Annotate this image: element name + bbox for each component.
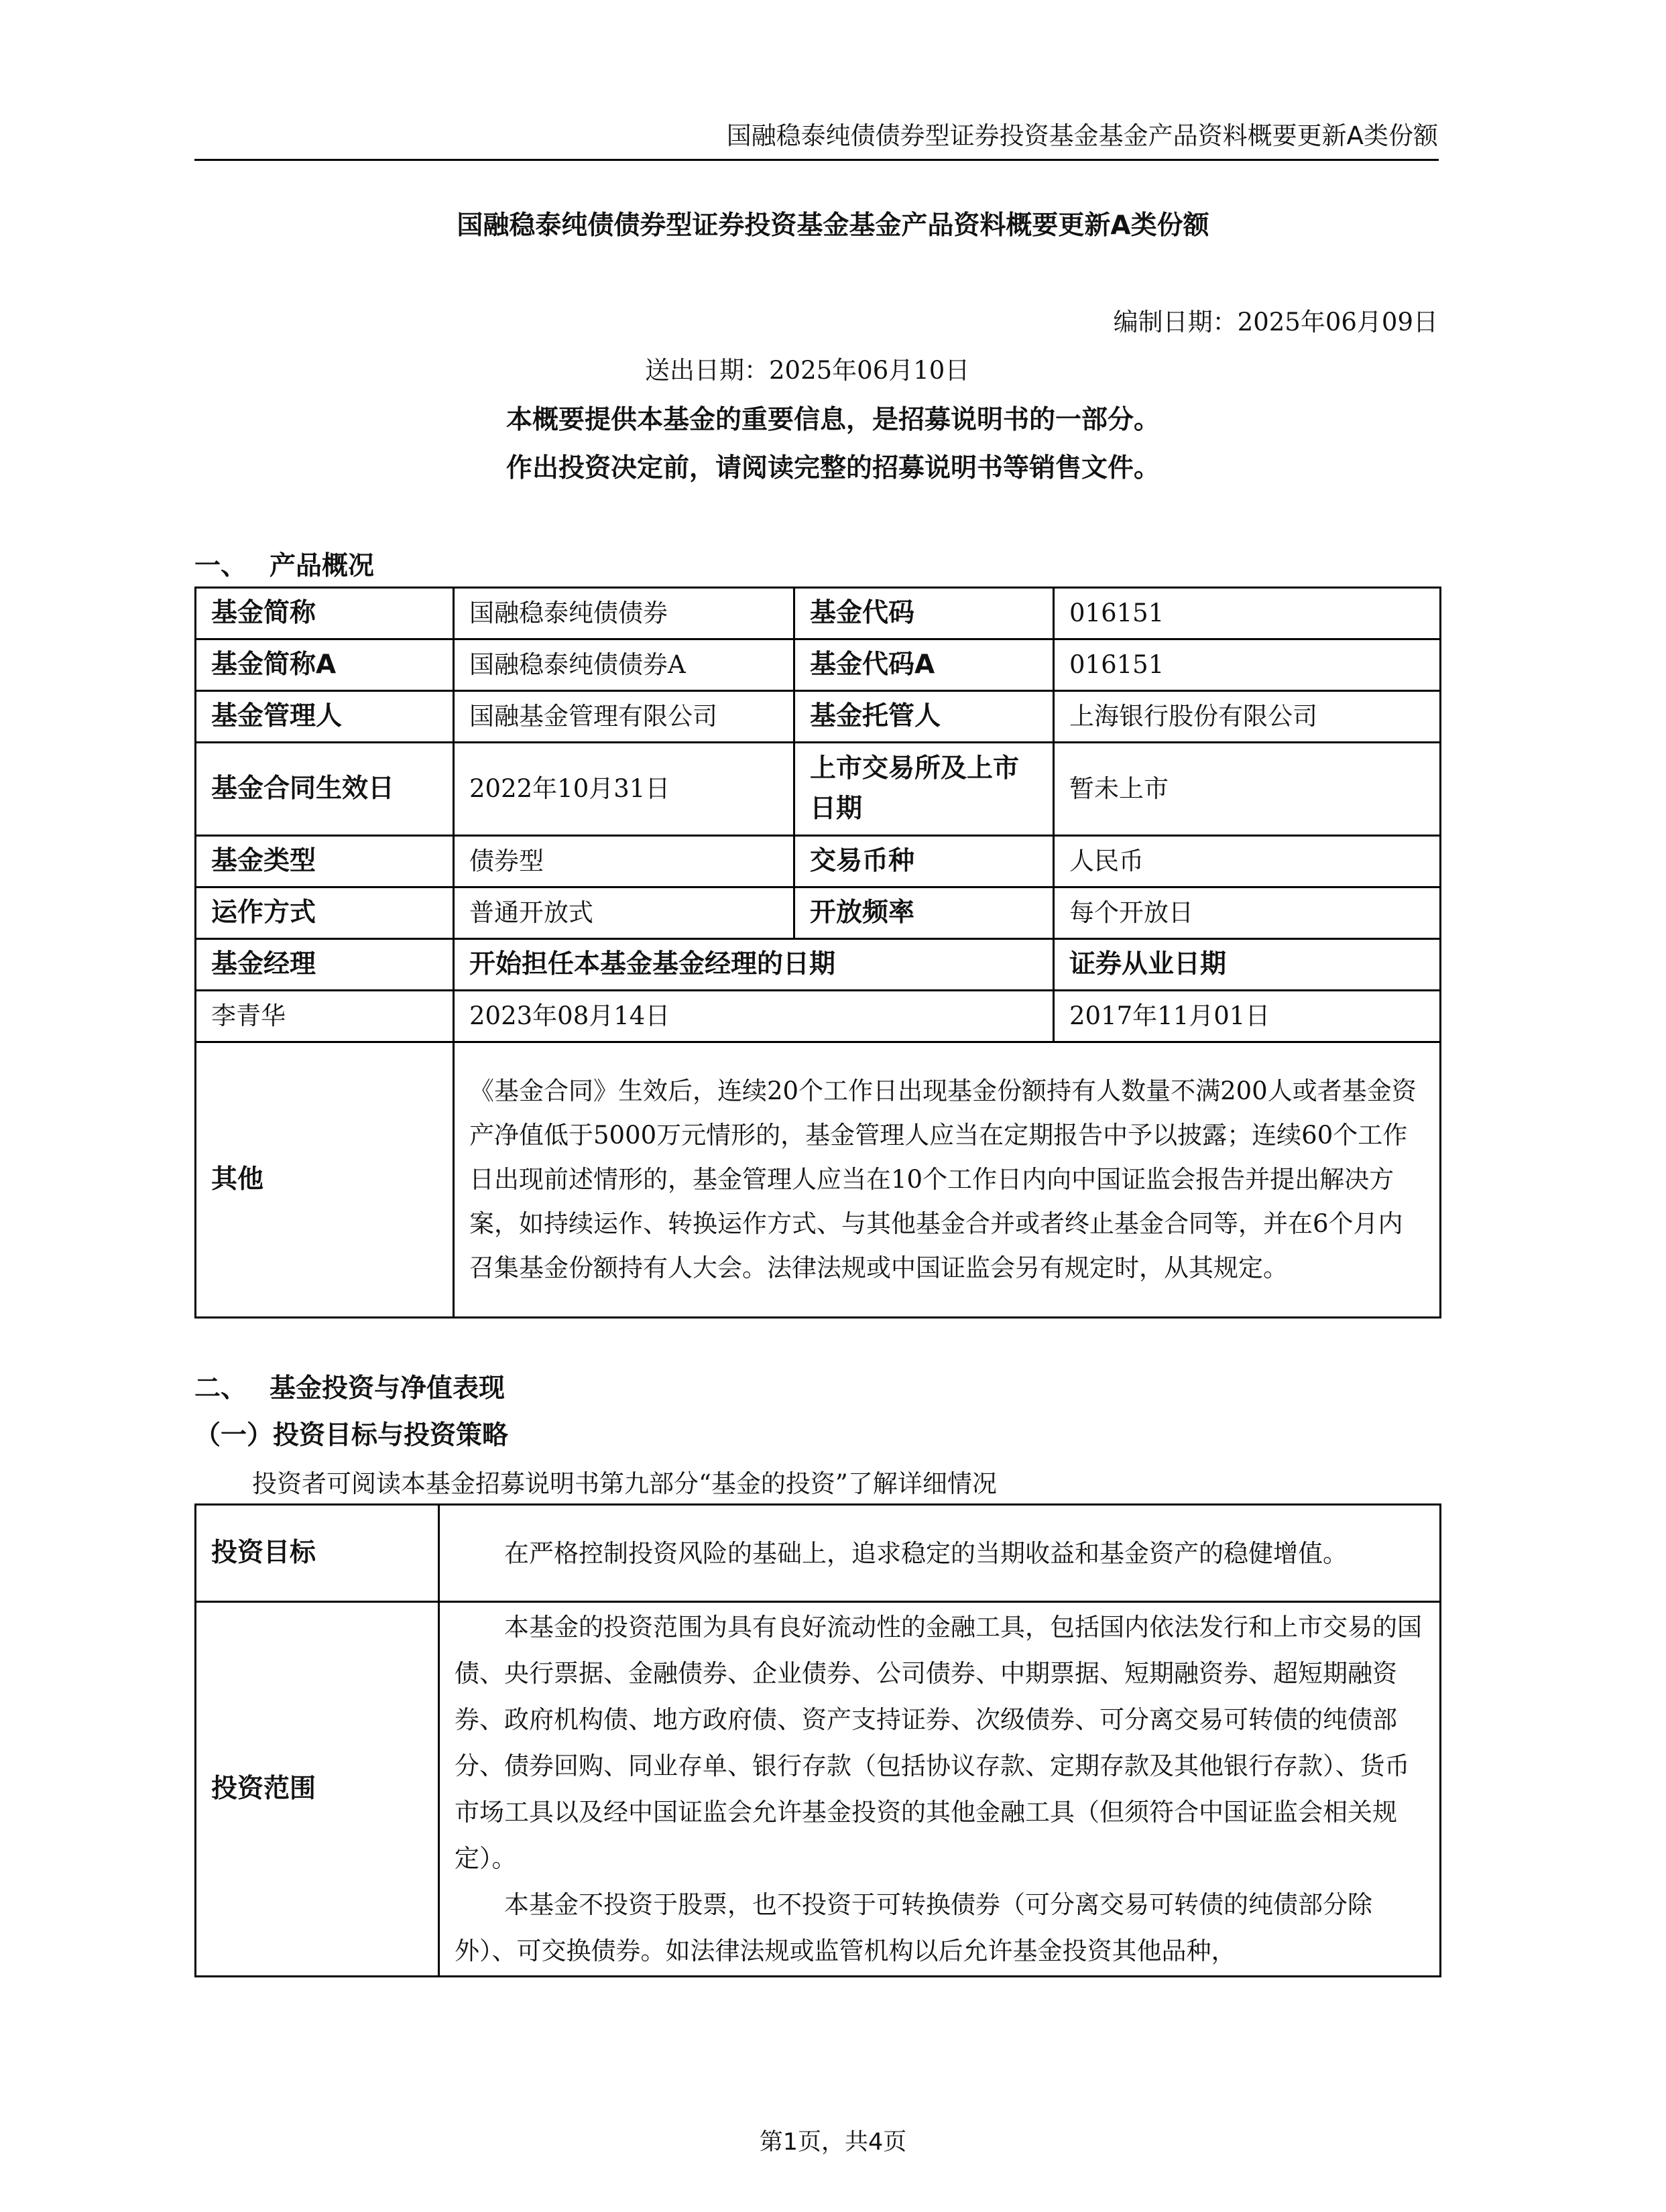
- section-2-title: 基金投资与净值表现: [270, 1373, 505, 1404]
- page-number: 第1页，共4页: [759, 2129, 907, 2156]
- value-open-frequency: 每个开放日: [1054, 887, 1441, 939]
- label-open-frequency: 开放频率: [794, 887, 1054, 939]
- value-investment-scope: [439, 1602, 1441, 1977]
- label-operation-mode: 运作方式: [196, 887, 454, 939]
- value-fund-code: 016151: [1054, 588, 1441, 639]
- label-trading-currency: 交易币种: [794, 836, 1054, 887]
- label-contract-effective-date: 基金合同生效日: [196, 743, 454, 836]
- send-date: 送出日期：2025年06月10日: [645, 356, 970, 385]
- section-1-heading: [194, 545, 374, 582]
- manager-career-date: 2017年11月01日: [1054, 991, 1441, 1042]
- section-2-heading: [194, 1367, 505, 1405]
- objective-paragraph: 在严格控制投资风险的基础上，追求稳定的当期收益和基金资产的稳健增值。: [504, 1538, 1348, 1568]
- value-fund-code-a: 016151: [1054, 639, 1441, 691]
- value-fund-short-name: 国融稳泰纯债债券: [454, 588, 794, 639]
- value-other: 《基金合同》生效后，连续20个工作日出现基金份额持有人数量不满200人或者基金资产净值低于5000万元情形的，基金管理人应当在定期报告中予以披露；连续60个工作日出现前述情形的，基金管理人应当在10个工作日内向中国证监会报告并提出解决方案，如持续运作、转换运作方式、与其他基金合并或者终止基金合同等，并在6个月内召集基金份额持有人大会。法律法规或中国证监会另有规定时，从其规定。: [454, 1042, 1441, 1318]
- label-fund-short-name-a: 基金简称A: [196, 639, 454, 691]
- subsection-heading: （一）投资目标与投资策略: [194, 1420, 509, 1451]
- notice-line-1: 本概要提供本基金的重要信息，是招募说明书的一部分。: [505, 405, 1160, 435]
- document-title: 国融稳泰纯债债券型证券投资基金基金产品资料概要更新A类份额: [457, 210, 1209, 241]
- label-fund-code-a: 基金代码A: [794, 639, 1054, 691]
- value-fund-short-name-a: 国融稳泰纯债债券A: [454, 639, 794, 691]
- value-fund-type: 债券型: [454, 836, 794, 887]
- header-divider: [194, 159, 1439, 161]
- label-other: 其他: [196, 1042, 454, 1318]
- manager-start-date: 2023年08月14日: [454, 991, 1054, 1042]
- value-trading-currency: 人民币: [1054, 836, 1441, 887]
- value-contract-effective-date: 2022年10月31日: [454, 743, 794, 836]
- label-fund-manager-company: 基金管理人: [196, 691, 454, 743]
- label-fund-code: 基金代码: [794, 588, 1054, 639]
- running-header: 国融稳泰纯债债券型证券投资基金基金产品资料概要更新A类份额: [726, 121, 1438, 150]
- table-row: [196, 691, 1441, 743]
- value-custodian: 上海银行股份有限公司: [1054, 691, 1441, 743]
- label-investment-scope: 投资范围: [196, 1602, 439, 1977]
- value-operation-mode: 普通开放式: [454, 887, 794, 939]
- notice-line-2: 作出投资决定前，请阅读完整的招募说明书等销售文件。: [505, 453, 1160, 483]
- header-fund-manager: 基金经理: [196, 939, 454, 991]
- value-listing-exchange-date: 暂未上市: [1054, 743, 1441, 836]
- table-row: [196, 639, 1441, 691]
- label-custodian: 基金托管人: [794, 691, 1054, 743]
- header-manager-start-date: 开始担任本基金基金经理的日期: [454, 939, 1054, 991]
- compile-date: 编制日期：2025年06月09日: [1113, 308, 1438, 336]
- label-fund-type: 基金类型: [196, 836, 454, 887]
- investment-intro: 投资者可阅读本基金招募说明书第九部分“基金的投资”了解详细情况: [252, 1469, 997, 1498]
- table-row: [196, 836, 1441, 887]
- section-2-number: 二、: [194, 1373, 247, 1404]
- section-1-title: 产品概况: [270, 551, 375, 581]
- section-1-number: 一、: [194, 551, 247, 581]
- label-fund-short-name: 基金简称: [196, 588, 454, 639]
- table-row: [196, 588, 1441, 639]
- table-row: [196, 1042, 1441, 1318]
- table-row: [196, 1602, 1441, 1977]
- table-row: [196, 1505, 1441, 1602]
- manager-name: 李青华: [196, 991, 454, 1042]
- table-row: [196, 743, 1441, 836]
- label-investment-objective: 投资目标: [196, 1505, 439, 1602]
- product-overview-table: [194, 587, 1441, 1318]
- value-investment-objective: [439, 1505, 1441, 1602]
- value-fund-manager-company: 国融基金管理有限公司: [454, 691, 794, 743]
- scope-paragraph-2: 本基金不投资于股票，也不投资于可转换债券（可分离交易可转债的纯债部分除外）、可交换债券。如法律法规或监管机构以后允许基金投资其他品种，: [455, 1890, 1372, 1965]
- table-row: [196, 939, 1441, 991]
- investment-table: [194, 1503, 1441, 1977]
- label-listing-exchange-date: 上市交易所及上市日期: [794, 743, 1054, 836]
- table-row: [196, 991, 1441, 1042]
- scope-paragraph-1: 本基金的投资范围为具有良好流动性的金融工具，包括国内依法发行和上市交易的国债、央行票据、金融债券、企业债券、公司债券、中期票据、短期融资券、超短期融资券、政府机构债、地方政府债、资产支持证券、次级债券、可分离交易可转债的纯债部分、债券回购、同业存单、银行存款（包括协议存款、定期存款及其他银行存款）、货币市场工具以及经中国证监会允许基金投资的其他金融工具（但须符合中国证监会相关规定）。: [455, 1613, 1422, 1873]
- header-career-date: 证券从业日期: [1054, 939, 1441, 991]
- table-row: [196, 887, 1441, 939]
